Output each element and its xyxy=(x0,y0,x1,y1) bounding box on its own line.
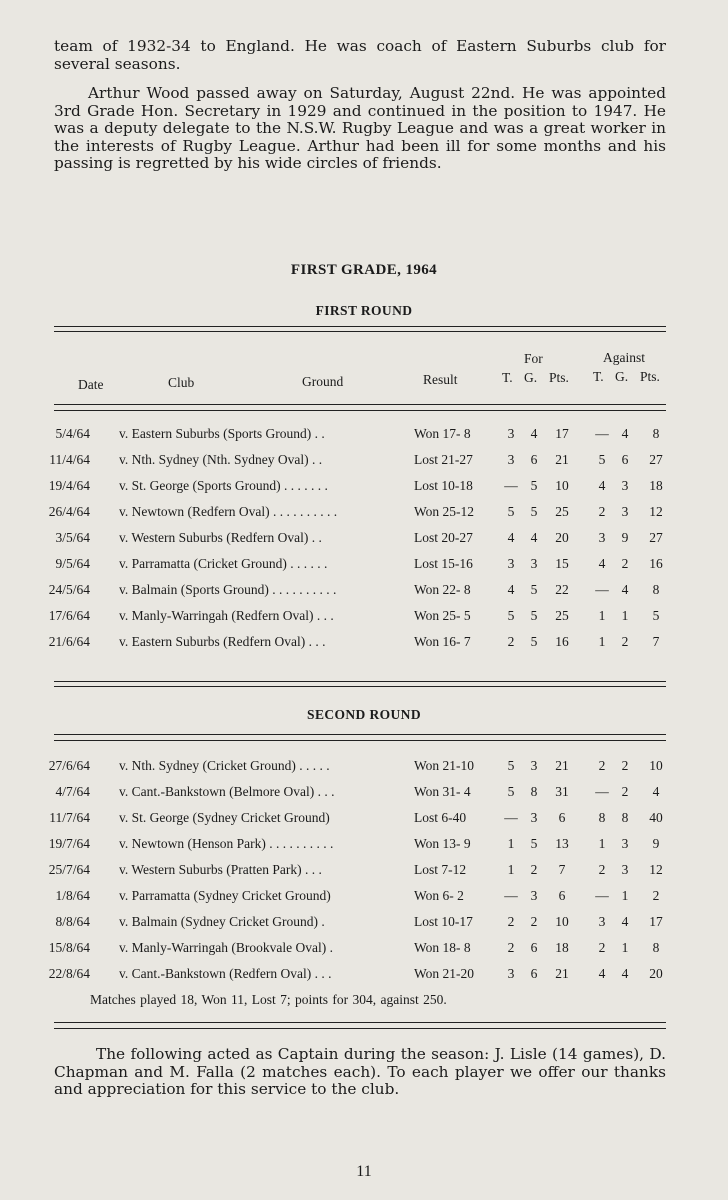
match-date: 17/6/64 xyxy=(48,608,90,623)
for-points: 22 xyxy=(555,582,569,597)
for-points: 13 xyxy=(555,836,569,851)
against-goals: 2 xyxy=(621,634,629,649)
table-row xyxy=(0,608,728,628)
divider xyxy=(54,740,666,741)
match-result: Won 16- 7 xyxy=(414,634,471,649)
divider xyxy=(54,686,666,687)
for-goals: 5 xyxy=(530,836,538,851)
for-points: 25 xyxy=(555,504,569,519)
for-goals: 6 xyxy=(530,452,538,467)
table-row xyxy=(0,478,728,498)
for-tries: 2 xyxy=(507,914,515,929)
match-fixture: v. St. George (Sports Ground) . . . . . . . xyxy=(119,478,328,493)
for-goals: 3 xyxy=(530,556,538,571)
for-goals: 4 xyxy=(530,426,538,441)
for-tries: 1 xyxy=(507,862,515,877)
table-row xyxy=(0,914,728,934)
match-result: Won 21-10 xyxy=(414,758,475,773)
for-tries: 5 xyxy=(507,504,515,519)
column-header-result: Result xyxy=(423,372,458,387)
for-tries: 5 xyxy=(507,758,515,773)
match-date: 1/8/64 xyxy=(55,888,90,903)
match-result: Won 25- 5 xyxy=(414,608,471,623)
match-result: Won 17- 8 xyxy=(414,426,471,441)
for-tries: 4 xyxy=(507,530,515,545)
table-row xyxy=(0,810,728,830)
against-points: 9 xyxy=(652,836,660,851)
against-goals: 1 xyxy=(621,940,629,955)
for-points: 25 xyxy=(555,608,569,623)
against-tries: 2 xyxy=(598,504,606,519)
for-points: 31 xyxy=(555,784,569,799)
for-goals: 6 xyxy=(530,940,538,955)
match-result: Won 31- 4 xyxy=(414,784,471,799)
match-date: 25/7/64 xyxy=(48,862,90,877)
against-tries: 2 xyxy=(598,862,606,877)
for-goals: 5 xyxy=(530,634,538,649)
for-tries: 3 xyxy=(507,426,515,441)
for-points: 15 xyxy=(555,556,569,571)
against-goals: 1 xyxy=(621,888,629,903)
for-goals: 5 xyxy=(530,582,538,597)
against-points: 18 xyxy=(649,478,663,493)
against-goals: 3 xyxy=(621,836,629,851)
match-result: Lost 10-18 xyxy=(414,478,473,493)
for-tries: 3 xyxy=(507,556,515,571)
against-points: 4 xyxy=(652,784,660,799)
for-goals: 5 xyxy=(530,478,538,493)
against-points: 8 xyxy=(652,940,660,955)
against-goals: 3 xyxy=(621,862,629,877)
against-points: 7 xyxy=(652,634,660,649)
match-fixture: v. Newtown (Redfern Oval) . . . . . . . . . . xyxy=(119,504,338,519)
against-points: 2 xyxy=(652,888,660,903)
column-header-for-g: G. xyxy=(524,370,538,385)
match-date: 21/6/64 xyxy=(48,634,90,649)
table-row xyxy=(0,582,728,602)
for-points: 21 xyxy=(555,758,569,773)
table-row xyxy=(0,452,728,472)
match-result: Won 22- 8 xyxy=(414,582,471,597)
divider xyxy=(54,410,666,411)
column-header-against-t: T. xyxy=(593,369,604,384)
intro-paragraph-2: Arthur Wood passed away on Saturday, August 22nd. He was appointed 3rd Grade Hon. Secretary in 1929 and continued in the position to 1947. He was a deputy delegate to the N.S.W. Rugby League and was a great worker in the interests of Rugby League. Arthur had been ill for some months and his passing is regretted by his wide circles of friends. xyxy=(54,84,666,172)
captains-note: The following acted as Captain during the season: J. Lisle (14 games), D. Chapman and M. Falla (2 matches each). To each player we offer our thanks and appreciation for this service to the club. xyxy=(54,1045,666,1098)
column-header-against-pts: Pts. xyxy=(640,369,660,384)
against-goals: 9 xyxy=(621,530,629,545)
against-points: 12 xyxy=(649,504,663,519)
match-date: 27/6/64 xyxy=(48,758,90,773)
match-date: 26/4/64 xyxy=(48,504,90,519)
match-date: 5/4/64 xyxy=(55,426,90,441)
table-row xyxy=(0,940,728,960)
divider xyxy=(54,1022,666,1023)
against-goals: 2 xyxy=(621,758,629,773)
against-tries: 1 xyxy=(598,608,606,623)
for-points: 18 xyxy=(555,940,569,955)
match-result: Lost 6-40 xyxy=(414,810,467,825)
against-tries: 8 xyxy=(598,810,606,825)
for-goals: 5 xyxy=(530,608,538,623)
against-tries: 1 xyxy=(598,836,606,851)
against-tries: — xyxy=(595,784,609,799)
against-tries: 4 xyxy=(598,478,606,493)
match-fixture: v. Manly-Warringah (Brookvale Oval) . xyxy=(119,940,333,955)
table-row xyxy=(0,426,728,446)
against-tries: 2 xyxy=(598,940,606,955)
match-result: Won 13- 9 xyxy=(414,836,471,851)
against-points: 8 xyxy=(652,426,660,441)
match-date: 11/4/64 xyxy=(49,452,90,467)
match-date: 19/7/64 xyxy=(48,836,90,851)
against-points: 17 xyxy=(649,914,663,929)
against-goals: 8 xyxy=(621,810,629,825)
second-round-heading: SECOND ROUND xyxy=(307,707,421,722)
against-points: 20 xyxy=(649,966,663,981)
for-points: 20 xyxy=(555,530,569,545)
against-points: 5 xyxy=(652,608,660,623)
against-tries: — xyxy=(595,888,609,903)
against-points: 27 xyxy=(649,452,663,467)
against-tries: — xyxy=(595,426,609,441)
match-result: Lost 20-27 xyxy=(414,530,473,545)
table-row xyxy=(0,888,728,908)
column-header-date: Date xyxy=(78,377,104,392)
against-goals: 4 xyxy=(621,966,629,981)
divider xyxy=(54,404,666,405)
against-points: 10 xyxy=(649,758,663,773)
against-tries: 1 xyxy=(598,634,606,649)
match-fixture: v. Parramatta (Sydney Cricket Ground) xyxy=(119,888,331,903)
table-row xyxy=(0,504,728,524)
against-points: 16 xyxy=(649,556,663,571)
table-row xyxy=(0,966,728,986)
intro-text xyxy=(54,38,666,185)
column-header-for: For xyxy=(524,351,543,366)
intro-paragraph-1: team of 1932-34 to England. He was coach of Eastern Suburbs club for several seasons. xyxy=(54,37,666,73)
for-points: 6 xyxy=(558,888,566,903)
match-fixture: v. Parramatta (Cricket Ground) . . . . . . xyxy=(119,556,328,571)
match-fixture: v. Nth. Sydney (Cricket Ground) . . . . . xyxy=(119,758,330,773)
against-points: 12 xyxy=(649,862,663,877)
for-tries: 5 xyxy=(507,784,515,799)
against-points: 8 xyxy=(652,582,660,597)
column-header-against: Against xyxy=(603,350,645,365)
match-date: 24/5/64 xyxy=(48,582,90,597)
against-goals: 2 xyxy=(621,556,629,571)
for-points: 16 xyxy=(555,634,569,649)
against-tries: 4 xyxy=(598,556,606,571)
first-round-heading: FIRST ROUND xyxy=(315,303,413,318)
for-points: 10 xyxy=(555,914,569,929)
match-fixture: v. Eastern Suburbs (Redfern Oval) . . . xyxy=(119,634,326,649)
match-fixture: v. St. George (Sydney Cricket Ground) xyxy=(119,810,330,825)
table-row xyxy=(0,758,728,778)
match-fixture: v. Western Suburbs (Redfern Oval) . . xyxy=(119,530,322,545)
against-tries: 5 xyxy=(598,452,606,467)
column-header-against-g: G. xyxy=(615,369,629,384)
match-date: 19/4/64 xyxy=(48,478,90,493)
match-fixture: v. Eastern Suburbs (Sports Ground) . . xyxy=(119,426,325,441)
column-header-club: Club xyxy=(168,375,195,390)
for-goals: 6 xyxy=(530,966,538,981)
match-fixture: v. Newtown (Henson Park) . . . . . . . . . . xyxy=(119,836,334,851)
table-row xyxy=(0,836,728,856)
against-goals: 2 xyxy=(621,784,629,799)
match-date: 8/8/64 xyxy=(55,914,90,929)
divider xyxy=(54,331,666,332)
table-row xyxy=(0,634,728,654)
for-tries: 4 xyxy=(507,582,515,597)
against-tries: 4 xyxy=(598,966,606,981)
against-goals: 4 xyxy=(621,582,629,597)
table-row xyxy=(0,530,728,550)
for-goals: 2 xyxy=(530,862,538,877)
divider xyxy=(54,1028,666,1029)
column-header-ground: Ground xyxy=(302,374,344,389)
match-fixture: v. Balmain (Sydney Cricket Ground) . xyxy=(119,914,325,929)
for-goals: 2 xyxy=(530,914,538,929)
match-result: Won 18- 8 xyxy=(414,940,471,955)
page-title: FIRST GRADE, 1964 xyxy=(290,262,438,278)
for-tries: 2 xyxy=(507,940,515,955)
against-goals: 6 xyxy=(621,452,629,467)
match-date: 3/5/64 xyxy=(55,530,90,545)
for-points: 17 xyxy=(555,426,569,441)
match-date: 22/8/64 xyxy=(48,966,90,981)
match-fixture: v. Nth. Sydney (Nth. Sydney Oval) . . xyxy=(119,452,323,467)
match-result: Lost 15-16 xyxy=(414,556,473,571)
against-points: 27 xyxy=(649,530,663,545)
table-row xyxy=(0,556,728,576)
divider xyxy=(54,734,666,735)
for-tries: — xyxy=(504,478,518,493)
match-result: Won 21-20 xyxy=(414,966,475,981)
divider xyxy=(54,681,666,682)
for-tries: 3 xyxy=(507,966,515,981)
against-goals: 4 xyxy=(621,426,629,441)
against-tries: 3 xyxy=(598,530,606,545)
for-points: 6 xyxy=(558,810,566,825)
divider xyxy=(54,326,666,327)
for-points: 7 xyxy=(558,862,566,877)
page-number: 11 xyxy=(356,1163,372,1180)
against-points: 40 xyxy=(649,810,663,825)
match-result: Won 6- 2 xyxy=(414,888,464,903)
for-points: 21 xyxy=(555,452,569,467)
match-result: Won 25-12 xyxy=(414,504,475,519)
match-fixture: v. Manly-Warringah (Redfern Oval) . . . xyxy=(119,608,334,623)
against-tries: 2 xyxy=(598,758,606,773)
match-result: Lost 21-27 xyxy=(414,452,473,467)
for-tries: 1 xyxy=(507,836,515,851)
against-goals: 3 xyxy=(621,504,629,519)
for-tries: 3 xyxy=(507,452,515,467)
table-row xyxy=(0,784,728,804)
against-tries: 3 xyxy=(598,914,606,929)
season-summary: Matches played 18, Won 11, Lost 7; points for 304, against 250. xyxy=(90,992,447,1007)
for-points: 10 xyxy=(555,478,569,493)
against-goals: 3 xyxy=(621,478,629,493)
match-date: 4/7/64 xyxy=(55,784,90,799)
match-fixture: v. Western Suburbs (Pratten Park) . . . xyxy=(119,862,322,877)
for-goals: 4 xyxy=(530,530,538,545)
for-goals: 3 xyxy=(530,810,538,825)
table-row xyxy=(0,862,728,882)
for-points: 21 xyxy=(555,966,569,981)
match-fixture: v. Balmain (Sports Ground) . . . . . . . . . . xyxy=(119,582,337,597)
match-result: Lost 10-17 xyxy=(414,914,473,929)
match-fixture: v. Cant.-Bankstown (Belmore Oval) . . . xyxy=(119,784,335,799)
against-goals: 4 xyxy=(621,914,629,929)
for-tries: 5 xyxy=(507,608,515,623)
for-tries: — xyxy=(504,810,518,825)
for-goals: 8 xyxy=(530,784,538,799)
for-goals: 5 xyxy=(530,504,538,519)
match-result: Lost 7-12 xyxy=(414,862,467,877)
for-tries: 2 xyxy=(507,634,515,649)
against-tries: — xyxy=(595,582,609,597)
match-fixture: v. Cant.-Bankstown (Redfern Oval) . . . xyxy=(119,966,332,981)
match-date: 9/5/64 xyxy=(55,556,90,571)
for-tries: — xyxy=(504,888,518,903)
for-goals: 3 xyxy=(530,888,538,903)
column-header-for-t: T. xyxy=(502,370,513,385)
match-date: 11/7/64 xyxy=(49,810,90,825)
for-goals: 3 xyxy=(530,758,538,773)
column-header-for-pts: Pts. xyxy=(549,370,569,385)
match-date: 15/8/64 xyxy=(48,940,90,955)
against-goals: 1 xyxy=(621,608,629,623)
